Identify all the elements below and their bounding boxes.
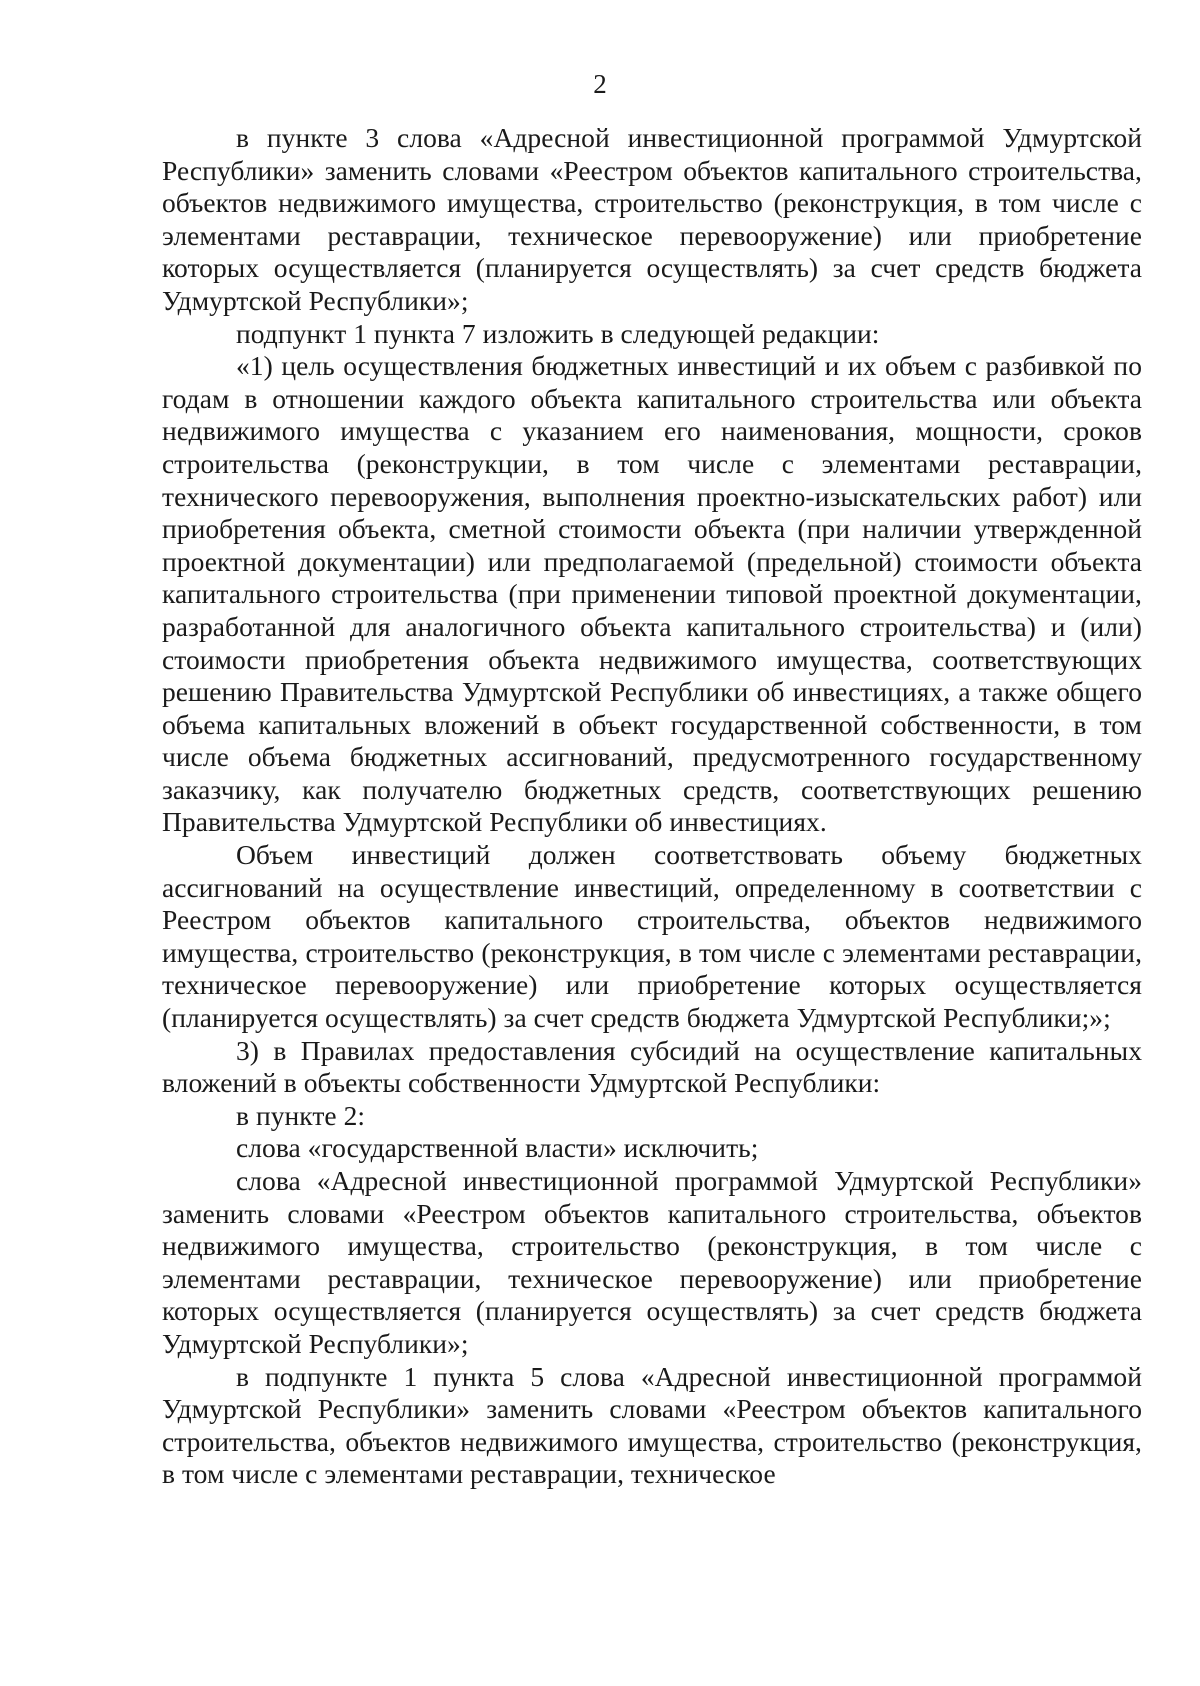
document-body	[162, 122, 1142, 1491]
page-number: 2	[593, 69, 607, 99]
paragraph-subitem-1-item-5: в подпункте 1 пункта 5 слова «Адресной инвестиционной программой Удмуртской Республики» заменить словами «Реестром объектов капитального строительства, объектов недвижимого имущества, строительство (реконструкция, в том числе с элементами реставрации, техническое	[162, 1360, 1142, 1490]
paragraph-item-3-replacement: в пункте 3 слова «Адресной инвестиционной программой Удмуртской Республики» заменить словами «Реестром объектов капитального строительства, объектов недвижимого имущества, строительство (реконструкция, в том числе с элементами реставрации, техническое перевооружение) или приобретение которых осуществляется (планируется осуществлять) за счет средств бюджета Удмуртской Республики»;	[162, 122, 1142, 316]
paragraph-subitem-1-item-7: подпункт 1 пункта 7 изложить в следующей редакции:	[236, 317, 880, 349]
paragraph-words-replacement: слова «Адресной инвестиционной программой Удмуртской Республики» заменить словами «Реестром объектов капитального строительства, объектов недвижимого имущества, строительство (реконструкция, в том числе с элементами реставрации, техническое перевооружение) или приобретение которых осуществляется (планируется осуществлять) за счет средств бюджета Удмуртской Республики»;	[162, 1165, 1142, 1359]
paragraph-subsidy-rules: 3) в Правилах предоставления субсидий на осуществление капитальных вложений в объекты собственности Удмуртской Республики:	[162, 1034, 1142, 1099]
paragraph-investment-volume: Объем инвестиций должен соответствовать объему бюджетных ассигнований на осуществление инвестиций, определенному в соответствии с Реестром объектов капитального строительства, объектов недвижимого имущества, строительство (реконструкция, в том числе с элементами реставрации, техническое перевооружение) или приобретение которых осуществляется (планируется осуществлять) за счет средств бюджета Удмуртской Республики;»;	[162, 839, 1142, 1034]
paragraph-exclude-words: слова «государственной власти» исключить;	[236, 1132, 759, 1164]
paragraph-investment-goal: «1) цель осуществления бюджетных инвестиций и их объем с разбивкой по годам в отношении каждого объекта капитального строительства или объекта недвижимого имущества с указанием его наименования, мощности, сроков строительства (реконструкции, в том числе с элементами реставрации, технического перевооружения, выполнения проектно-изыскательских работ) или приобретения объекта, сметной стоимости объекта (при наличии утвержденной проектной документации) или предполагаемой (предельной) стоимости объекта капитального строительства (при применении типовой проектной документации, разработанной для аналогичного объекта капитального строительства) и (или) стоимости приобретения объекта недвижимого имущества, соответствующих решению Правительства Удмуртской Республики об инвестициях, а также общего объема капитальных вложений в объект государственной собственности, в том числе объема бюджетных ассигнований, предусмотренного государственному заказчику, как получателю бюджетных средств, соответствующих решению Правительства Удмуртской Республики об инвестициях.	[162, 350, 1142, 838]
paragraph-item-2: в пункте 2:	[236, 1099, 366, 1131]
